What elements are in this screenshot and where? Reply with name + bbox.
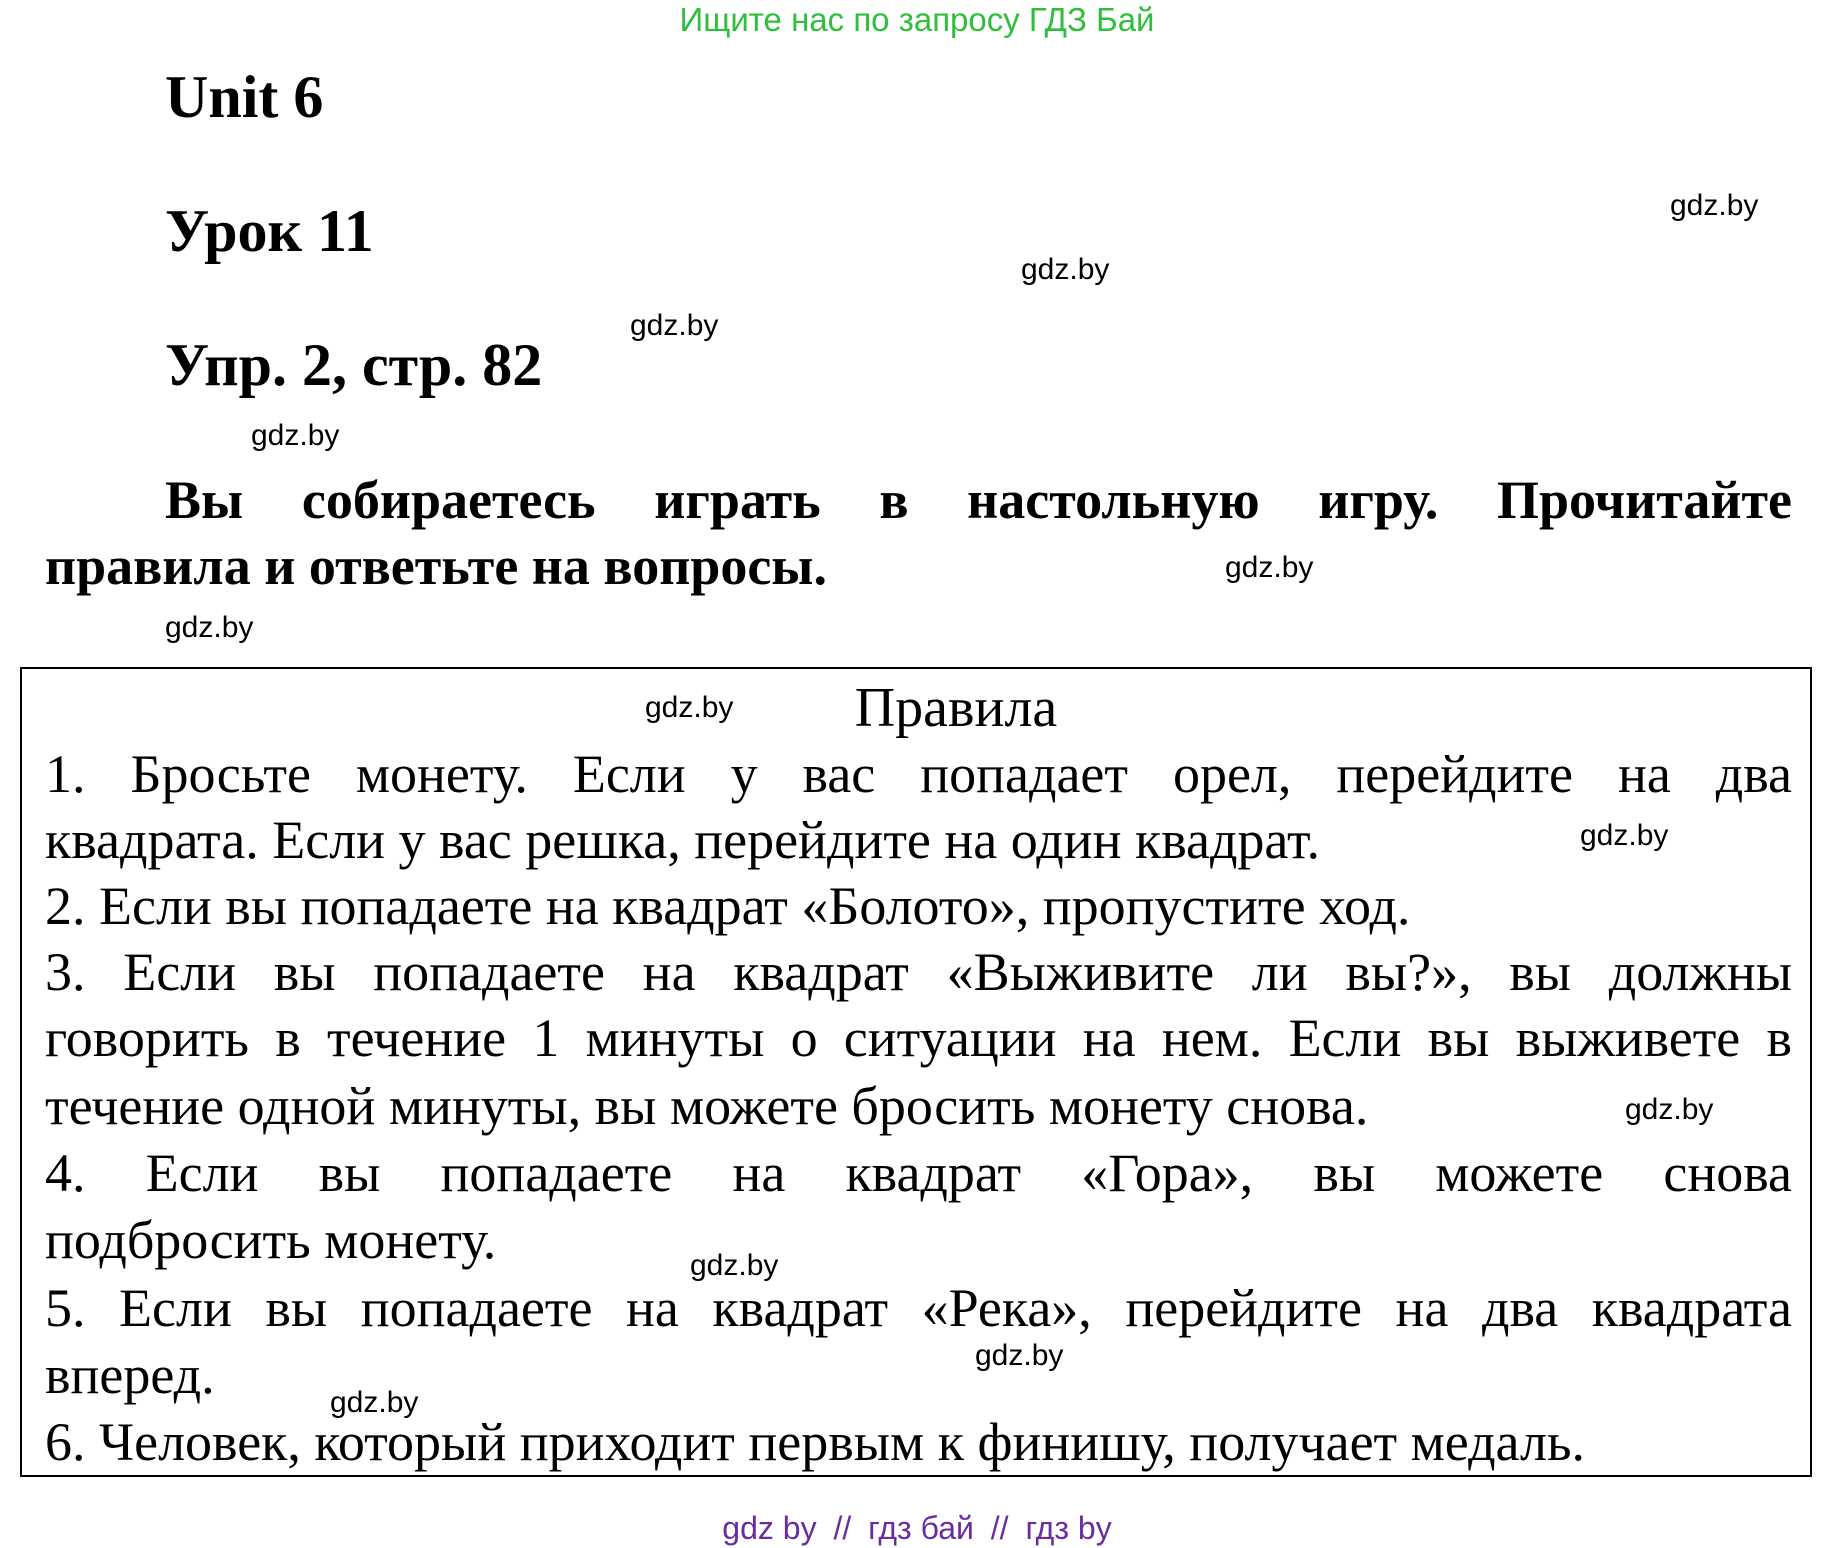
footer-links <box>0 1508 1834 1548</box>
footer-separator: // <box>990 1510 1009 1546</box>
instruction-line-2: правила и ответьте на вопросы. <box>45 536 827 596</box>
rule-line-4: 3. Если вы попадаете на квадрат «Выживите ли вы?», вы должны <box>45 942 1792 1002</box>
instruction <box>45 467 1792 599</box>
rule-line-6: течение одной минуты, вы можете бросить монету снова. <box>45 1076 1369 1136</box>
watermark: gdz.by <box>630 309 719 342</box>
rules-title: Правила <box>854 677 1058 739</box>
footer-separator: // <box>833 1510 852 1546</box>
watermark: gdz.by <box>1225 551 1314 584</box>
footer-link-gdz-by-cyr[interactable]: гдз by <box>1025 1510 1112 1546</box>
rule-line-10: вперед. <box>45 1345 215 1405</box>
rule-line-3: 2. Если вы попадаете на квадрат «Болото», пропустите ход. <box>45 876 1411 936</box>
unit-heading: Unit 6 <box>165 64 324 130</box>
instruction-line-1: Вы собираетесь играть в настольную игру. Прочитайте <box>165 470 1792 530</box>
rule-line-7: 4. Если вы попадаете на квадрат «Гора», вы можете снова <box>45 1143 1792 1203</box>
watermark: gdz.by <box>1580 819 1669 852</box>
lesson-heading: Урок 11 <box>165 198 374 264</box>
watermark: gdz.by <box>1670 189 1759 222</box>
watermark: gdz.by <box>645 691 734 724</box>
watermark: gdz.by <box>251 419 340 452</box>
watermark: gdz.by <box>975 1339 1064 1372</box>
rule-line-11: 6. Человек, который приходит первым к финишу, получает медаль. <box>45 1412 1586 1472</box>
footer-link-gdz-bai[interactable]: гдз бай <box>868 1510 974 1546</box>
rule-line-1: 1. Бросьте монету. Если у вас попадает орел, перейдите на два <box>45 744 1792 804</box>
rule-line-9: 5. Если вы попадаете на квадрат «Река», перейдите на два квадрата <box>45 1278 1792 1338</box>
rule-line-5: говорить в течение 1 минуты о ситуации на нем. Если вы выживете в <box>45 1008 1792 1068</box>
footer-link-gdz-by[interactable]: gdz by <box>722 1510 817 1546</box>
exercise-heading: Упр. 2, стр. 82 <box>165 332 543 398</box>
rule-line-8: подбросить монету. <box>45 1210 497 1270</box>
watermark: gdz.by <box>1625 1093 1714 1126</box>
top-banner: Ищите нас по запросу ГДЗ Бай <box>679 1 1155 38</box>
watermark: gdz.by <box>1021 253 1110 286</box>
rule-line-2: квадрата. Если у вас решка, перейдите на один квадрат. <box>45 810 1321 870</box>
watermark: gdz.by <box>165 611 254 644</box>
watermark: gdz.by <box>330 1386 419 1419</box>
watermark: gdz.by <box>690 1249 779 1282</box>
